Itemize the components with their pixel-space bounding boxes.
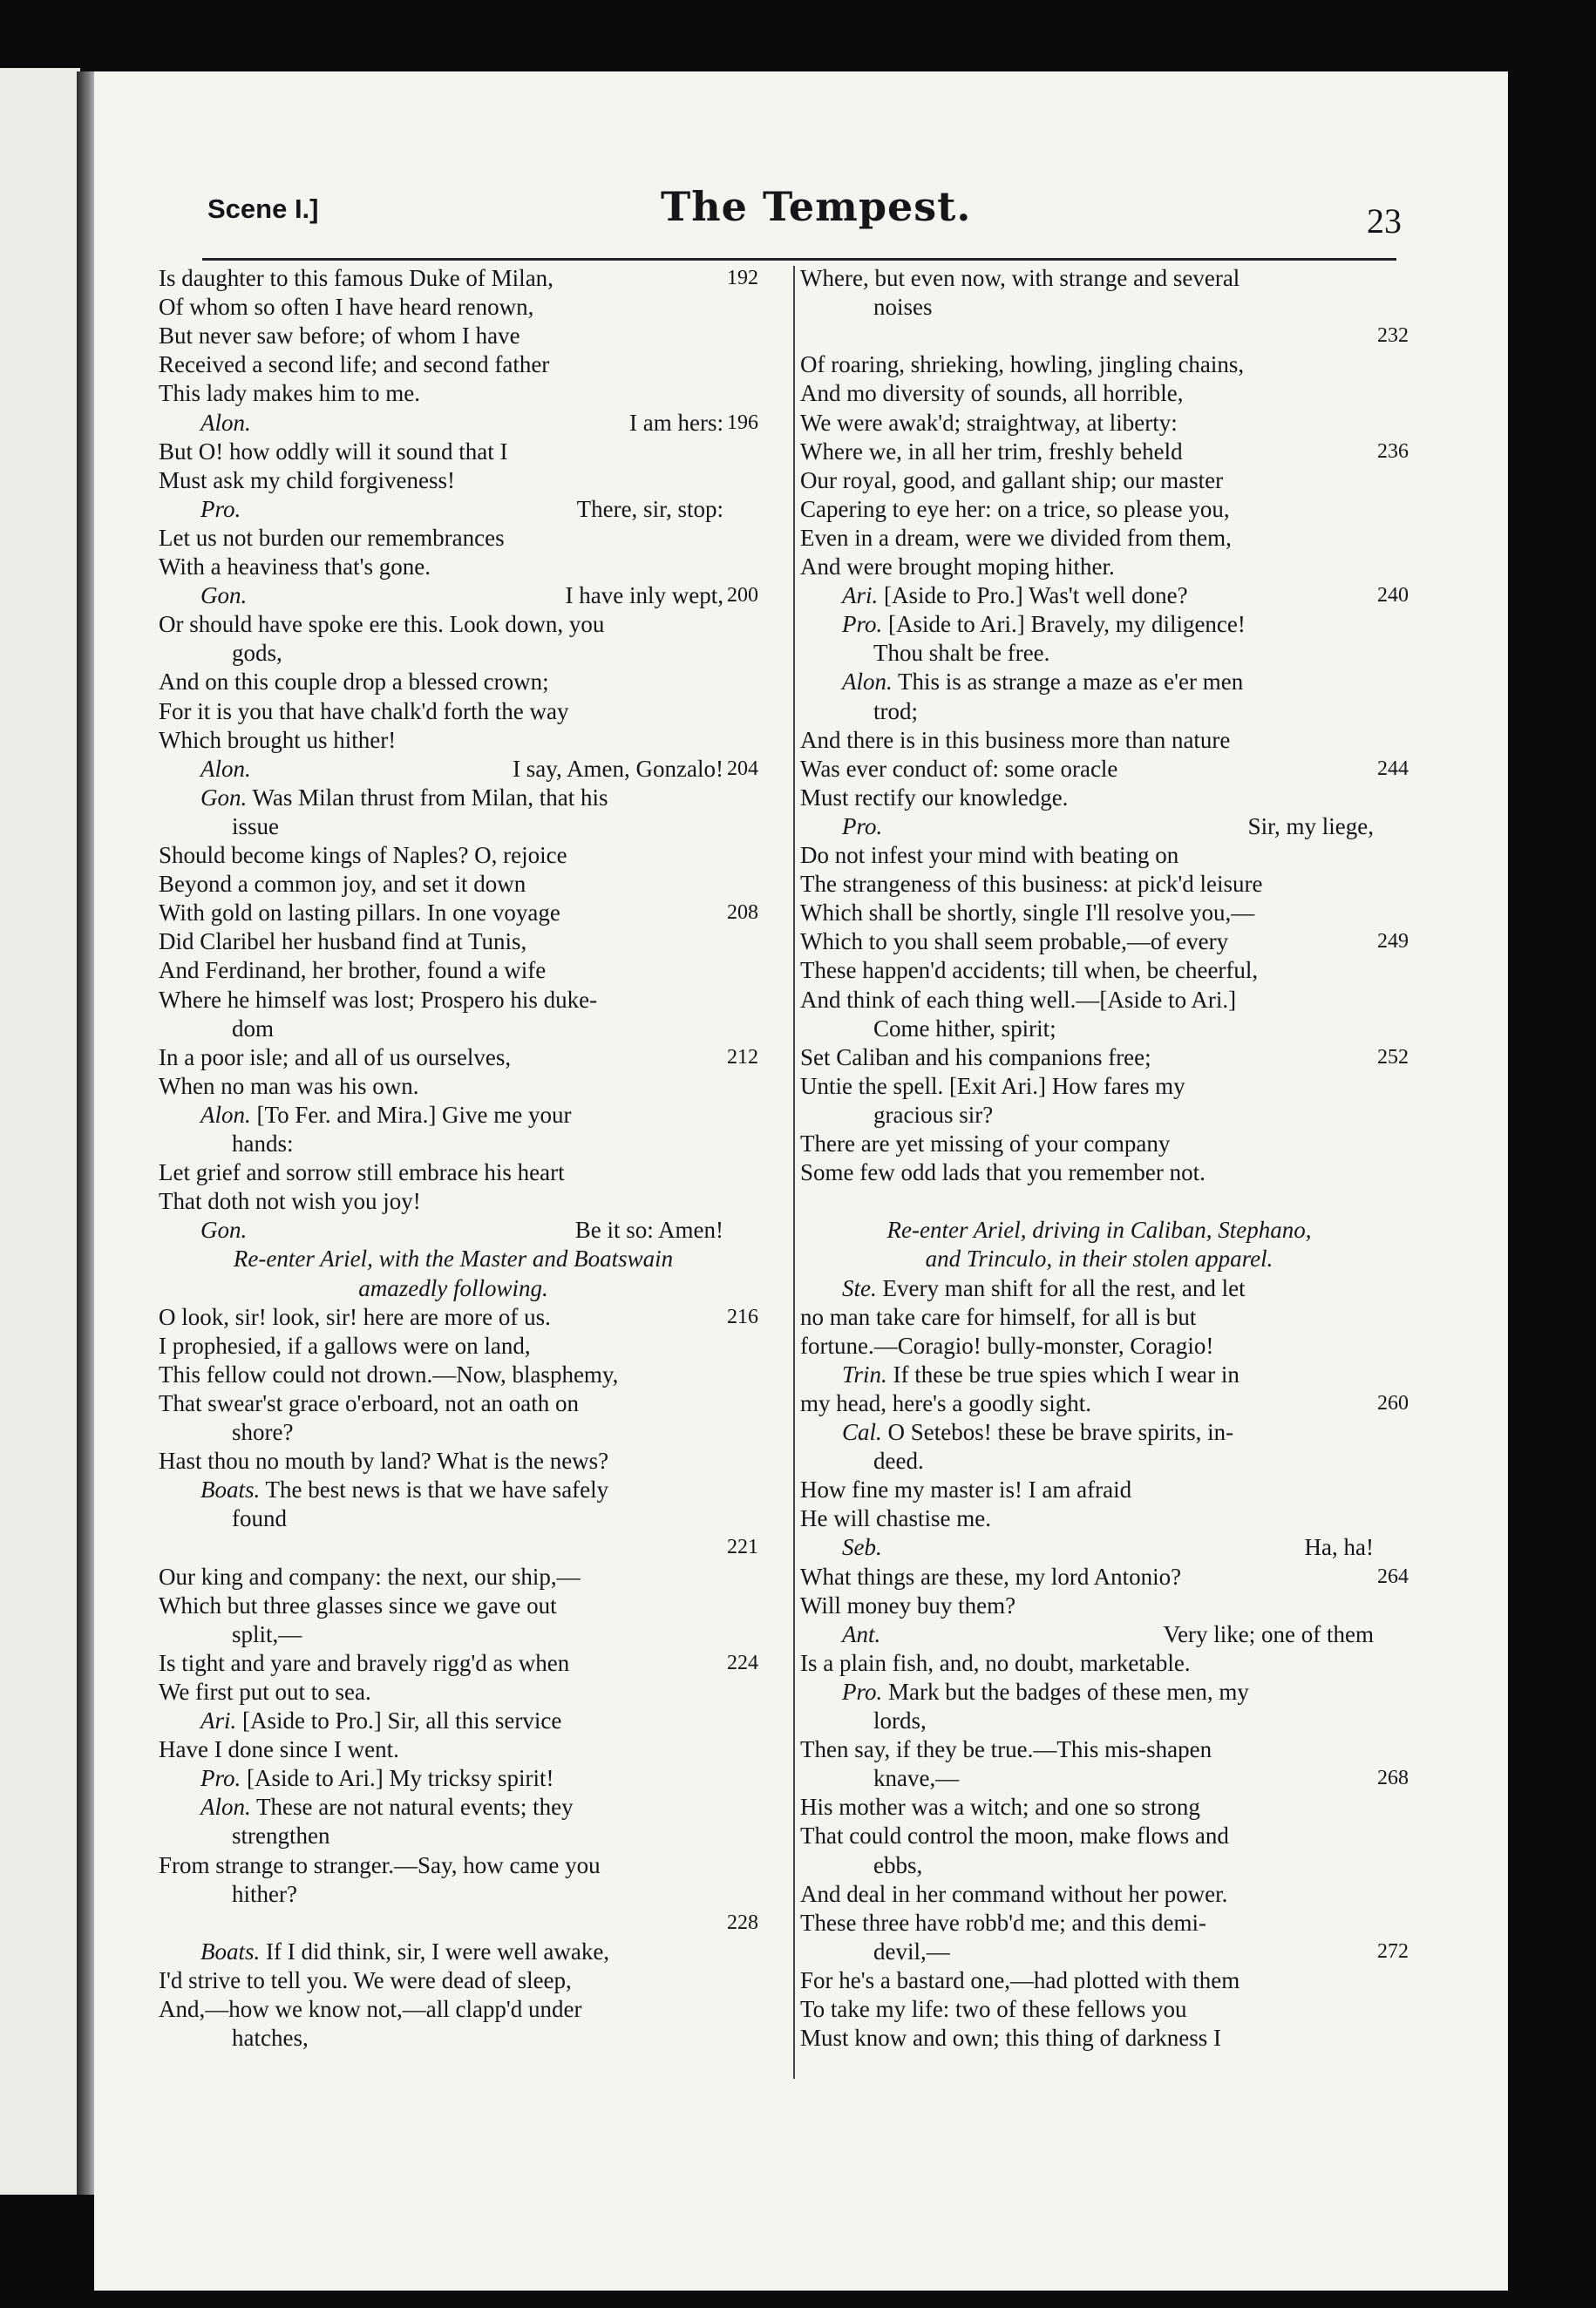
verse-text: Received a second life; and second father (159, 351, 550, 378)
verse-text: And,—how we know not,—all clapp'd under (159, 1996, 582, 2022)
text-line (842, 811, 1398, 841)
verse-text: And deal in her command without her power. (800, 1880, 1228, 1907)
verse-text: Thou shalt be free. (873, 640, 1050, 667)
text-line (800, 2023, 1398, 2053)
verse-text: Must ask my child forgiveness! (159, 466, 455, 493)
verse-text: O Setebos! these be brave spirits, in- (887, 1419, 1234, 1445)
speaker-name: Gon. (200, 582, 248, 609)
line-number: 252 (1377, 1045, 1409, 1069)
text-line (159, 378, 748, 408)
line-number: 272 (1377, 1939, 1409, 1963)
verse-text: hands: (232, 1130, 294, 1157)
text-line (800, 783, 1398, 812)
text-line (159, 1042, 758, 1072)
text-line (200, 754, 758, 784)
text-line (800, 408, 1398, 438)
text-line (800, 1965, 1398, 1995)
line-number: 240 (1377, 584, 1409, 608)
verse-text-continued: Sir, my liege, (1247, 812, 1374, 839)
verse-text: This is as strange a maze as e'er men (898, 669, 1244, 696)
text-line (800, 465, 1398, 495)
verse-text: These happen'd accidents; till when, be cheerful, (800, 957, 1259, 984)
text-line (159, 350, 748, 379)
text-line (159, 1734, 748, 1764)
verse-text: Which to you shall seem probable,—of every (800, 928, 1229, 955)
text-line (159, 1850, 748, 1880)
speaker-name: Alon. (842, 669, 893, 696)
text-line (159, 523, 748, 553)
line-number: 204 (727, 757, 758, 780)
speaker-name: Pro. (200, 495, 241, 522)
line-number: 200 (727, 584, 758, 608)
line-number: 196 (727, 411, 758, 434)
text-line (800, 437, 1409, 466)
text-line (159, 1965, 748, 1995)
verse-text: This lady makes him to me. (159, 380, 420, 407)
text-line (159, 292, 748, 322)
text-line (159, 840, 748, 870)
verse-text: These three have robb'd me; and this demi- (800, 1909, 1206, 1936)
text-line (200, 783, 748, 812)
verse-text: This fellow could not drown.—Now, blasphemy, (159, 1361, 619, 1388)
text-line (232, 1129, 748, 1158)
verse-text: With gold on lasting pillars. In one voyage (159, 899, 560, 927)
text-line (873, 1850, 1398, 1880)
verse-text-continued: I say, Amen, Gonzalo! (513, 755, 723, 782)
text-line (800, 1071, 1398, 1101)
verse-text: To take my life: two of these fellows you (800, 1996, 1187, 2022)
verse-text: And there is in this business more than nature (800, 726, 1231, 753)
text-line (159, 1157, 748, 1187)
verse-text: issue (232, 812, 279, 839)
speaker-name: Ari. (200, 1707, 237, 1734)
text-line (159, 955, 748, 985)
line-number: 208 (727, 901, 758, 925)
text-line (800, 552, 1398, 581)
text-line (159, 927, 748, 956)
verse-text: Or should have spoke ere this. Look down, you (159, 611, 605, 638)
text-line (159, 869, 748, 899)
verse-text: And on this couple drop a blessed crown; (159, 669, 549, 696)
text-line (200, 1792, 748, 1822)
speaker-name: Alon. (200, 409, 251, 436)
verse-text: But never saw before; of whom I have (159, 322, 520, 350)
verse-text: For he's a bastard one,—had plotted with them (800, 1966, 1240, 1993)
text-line (159, 552, 748, 581)
text-line (873, 1100, 1398, 1130)
line-number: 216 (727, 1305, 758, 1328)
verse-text: Have I done since I went. (159, 1736, 399, 1763)
stage-direction: Re-enter Ariel, driving in Caliban, Stephano, (886, 1217, 1312, 1244)
text-line (800, 1302, 1398, 1332)
verse-text: Is a plain fish, and, no doubt, marketable. (800, 1649, 1191, 1676)
text-line (800, 1244, 1398, 1273)
text-line (842, 1619, 1398, 1649)
line-number: 232 (1377, 324, 1409, 348)
line-number: 268 (1377, 1767, 1409, 1790)
verse-text: Must rectify our knowledge. (800, 784, 1069, 811)
text-line (159, 321, 748, 350)
text-line (800, 523, 1398, 553)
speaker-name: Trin. (842, 1361, 887, 1388)
verse-text: If I did think, sir, I were well awake, (266, 1938, 610, 1965)
text-line (800, 1129, 1398, 1158)
text-line (842, 1360, 1398, 1389)
text-line (800, 955, 1398, 985)
verse-text: Did Claribel her husband find at Tunis, (159, 928, 527, 955)
verse-text: [Aside to Pro.] Was't well done? (884, 582, 1188, 609)
speaker-name: Ant. (842, 1620, 881, 1647)
text-line (159, 1591, 748, 1620)
verse-text: Our king and company: the next, our ship,— (159, 1563, 581, 1590)
verse-text: Where, but even now, with strange and several (800, 265, 1240, 291)
text-line (159, 1302, 758, 1332)
verse-text: Do not infest your mind with beating on (800, 842, 1179, 868)
verse-text: Which shall be shortly, single I'll resolve you,— (800, 899, 1255, 927)
text-line (800, 1042, 1409, 1072)
text-line (873, 1706, 1398, 1735)
verse-text: That swear'st grace o'erboard, not an oath on (159, 1389, 580, 1416)
verse-text: The best news is that we have safely (265, 1476, 609, 1504)
verse-text: [To Fer. and Mira.] Give me your (256, 1101, 572, 1128)
verse-text: hither? (232, 1880, 297, 1907)
text-line (873, 696, 1398, 726)
line-number: 228 (727, 1911, 758, 1934)
verse-text: I'd strive to tell you. We were dead of sleep, (159, 1966, 572, 1993)
scene-label: Scene I.] (207, 193, 319, 224)
verse-text: For it is you that have chalk'd forth the way (159, 697, 569, 724)
text-line (800, 1734, 1398, 1764)
verse-text: trod; (873, 697, 918, 724)
verse-text: Come hither, spirit; (873, 1015, 1056, 1042)
text-line (800, 1157, 1398, 1187)
text-line (800, 725, 1398, 755)
verse-text: Of roaring, shrieking, howling, jingling chains, (800, 351, 1245, 378)
text-line (159, 1677, 748, 1707)
verse-text: Where we, in all her trim, freshly beheld (800, 438, 1183, 465)
page-number: 23 (1367, 201, 1402, 241)
text-line (800, 1994, 1398, 2024)
text-line (200, 1100, 748, 1130)
text-line (200, 1706, 748, 1735)
text-line (800, 263, 1398, 293)
text-line (842, 609, 1398, 639)
speaker-name: Cal. (842, 1419, 882, 1445)
text-line (159, 609, 748, 639)
verse-text: What things are these, my lord Antonio? (800, 1563, 1182, 1590)
speaker-name: Pro. (842, 1678, 883, 1705)
speaker-name: Pro. (200, 1765, 241, 1792)
verse-text: And think of each thing well.—[Aside to Ari.] (800, 986, 1237, 1013)
verse-text: Mark but the badges of these men, my (888, 1678, 1249, 1705)
verse-text: Even in a dream, were we divided from them, (800, 524, 1232, 551)
verse-text: Where he himself was lost; Prospero his duke- (159, 986, 598, 1013)
header-rule (202, 258, 1396, 261)
text-line (200, 1215, 748, 1245)
speaker-name: Alon. (200, 1794, 251, 1821)
text-line (159, 437, 748, 466)
verse-text: Will money buy them? (800, 1592, 1016, 1619)
text-line (159, 1994, 748, 2024)
verse-text: Is daughter to this famous Duke of Milan, (159, 265, 554, 291)
text-line (159, 1648, 758, 1678)
verse-text: We were awak'd; straightway, at liberty: (800, 409, 1178, 436)
verse-text: Of whom so often I have heard renown, (159, 294, 534, 321)
verse-text: split,— (232, 1620, 302, 1647)
verse-text: I prophesied, if a gallows were on land, (159, 1332, 531, 1359)
verse-text: From strange to stranger.—Say, how came you (159, 1851, 601, 1878)
verse-text: Let us not burden our remembrances (159, 524, 505, 551)
verse-text: With a heaviness that's gone. (159, 553, 431, 580)
text-line (232, 1014, 748, 1043)
verse-text: strengthen (232, 1823, 330, 1850)
verse-text: Must know and own; this thing of darkness I (800, 2025, 1221, 2052)
verse-text: These are not natural events; they (256, 1794, 574, 1821)
text-line (800, 840, 1398, 870)
text-line (873, 638, 1398, 668)
text-line (842, 1417, 1398, 1447)
speaker-name: Pro. (842, 611, 883, 638)
text-line (200, 1475, 748, 1504)
verse-text-continued: Very like; one of them (1163, 1620, 1374, 1647)
speaker-name: Seb. (842, 1534, 882, 1561)
text-line (800, 1879, 1398, 1909)
running-head (207, 183, 1402, 253)
text-line (800, 1591, 1398, 1620)
line-number: 224 (727, 1651, 758, 1674)
verse-text: And mo diversity of sounds, all horrible, (800, 380, 1184, 407)
line-number: 260 (1377, 1391, 1409, 1415)
speaker-name: Boats. (200, 1938, 261, 1965)
verse-text: When no man was his own. (159, 1072, 419, 1099)
speaker-name: Ari. (842, 582, 879, 609)
verse-text: gracious sir? (873, 1101, 994, 1128)
text-line (873, 1014, 1398, 1043)
line-number: 264 (1377, 1565, 1409, 1588)
text-line (842, 1532, 1398, 1562)
verse-text: dom (232, 1015, 275, 1042)
verse-text: In a poor isle; and all of us ourselves, (159, 1043, 512, 1070)
text-line (200, 1937, 748, 1966)
verse-text: [Aside to Pro.] Sir, all this service (242, 1707, 562, 1734)
verse-text: That doth not wish you joy! (159, 1188, 421, 1215)
text-line (232, 1879, 748, 1909)
text-line (873, 292, 1398, 322)
speaker-name: Gon. (200, 784, 248, 811)
verse-text-continued: I am hers: (629, 409, 723, 436)
text-line (159, 1360, 748, 1389)
text-line (800, 1648, 1398, 1678)
text-line (159, 1071, 748, 1101)
text-line (200, 408, 758, 438)
verse-text: His mother was a witch; and one so strong (800, 1794, 1200, 1821)
verse-text: [Aside to Ari.] Bravely, my diligence! (888, 611, 1246, 638)
verse-text: O look, sir! look, sir! here are more of us. (159, 1303, 551, 1330)
verse-text: The strangeness of this business: at pick'd leisure (800, 871, 1263, 898)
stage-direction: Re-enter Ariel, with the Master and Boatswain (233, 1246, 674, 1273)
text-line (159, 1446, 748, 1476)
verse-text: Untie the spell. [Exit Ari.] How fares my (800, 1072, 1185, 1099)
verse-text: Is tight and yare and bravely rigg'd as when (159, 1649, 570, 1676)
verse-text: deed. (873, 1448, 924, 1475)
verse-text: Capering to eye her: on a trice, so please you, (800, 495, 1230, 522)
verse-text: shore? (232, 1419, 294, 1445)
text-line (232, 1821, 748, 1850)
text-line (800, 494, 1398, 524)
verse-text: Was ever conduct of: some oracle (800, 755, 1118, 782)
verse-text: gods, (232, 640, 282, 667)
text-line (159, 985, 748, 1015)
speaker-name: Boats. (200, 1476, 261, 1504)
text-line (159, 1908, 758, 1938)
verse-text: Hast thou no mouth by land? What is the news? (159, 1448, 609, 1475)
text-line (842, 1677, 1398, 1707)
verse-text: no man take care for himself, for all is but (800, 1303, 1197, 1330)
verse-text: And Ferdinand, her brother, found a wife (159, 957, 547, 984)
text-line (159, 1244, 748, 1273)
text-line (159, 465, 748, 495)
text-line (232, 638, 748, 668)
verse-text: knave,— (873, 1765, 960, 1792)
verse-text-continued: I have inly wept, (565, 582, 723, 609)
verse-text: That could control the moon, make flows and (800, 1823, 1229, 1850)
text-line (159, 1186, 748, 1216)
verse-text-continued: Be it so: Amen! (574, 1217, 723, 1244)
verse-text: fortune.—Coragio! bully-monster, Coragio! (800, 1332, 1214, 1359)
text-line (232, 811, 748, 841)
line-number: 192 (727, 267, 758, 289)
verse-text: Our royal, good, and gallant ship; our master (800, 466, 1224, 493)
text-line (159, 696, 748, 726)
speaker-name: Alon. (200, 755, 251, 782)
text-line (800, 1331, 1398, 1361)
text-line (159, 1331, 748, 1361)
verse-text: If these be true spies which I wear in (893, 1361, 1239, 1388)
text-line (873, 1763, 1409, 1793)
text-line (800, 754, 1409, 784)
text-line (800, 869, 1398, 899)
verse-text: Then say, if they be true.—This mis-shapen (800, 1736, 1212, 1763)
text-line (232, 2023, 748, 2053)
text-line (159, 1532, 758, 1562)
verse-text: hatches, (232, 2025, 309, 2052)
text-line (200, 1763, 748, 1793)
text-line (232, 1619, 748, 1649)
text-line (800, 1504, 1398, 1533)
speaker-name: Gon. (200, 1217, 248, 1244)
verse-text: found (232, 1505, 287, 1532)
text-line (800, 985, 1398, 1015)
verse-text: Beyond a common joy, and set it down (159, 871, 526, 898)
verse-text-continued: Ha, ha! (1304, 1534, 1374, 1561)
verse-text: Which brought us hither! (159, 726, 397, 753)
verse-text: my head, here's a goodly sight. (800, 1389, 1092, 1416)
text-line (200, 494, 748, 524)
text-line (232, 1504, 748, 1533)
text-line (800, 1388, 1409, 1418)
verse-text: noises (873, 294, 933, 321)
verse-text: Every man shift for all the rest, and let (882, 1274, 1246, 1301)
verse-text: devil,— (873, 1938, 950, 1965)
text-line (159, 1388, 748, 1418)
text-line (800, 350, 1398, 379)
text-line (800, 1908, 1398, 1938)
column-rule (793, 266, 795, 2079)
stage-direction: and Trinculo, in their stolen apparel. (925, 1246, 1273, 1273)
verse-text: He will chastise me. (800, 1505, 991, 1532)
page-title: The Tempest. (661, 183, 972, 230)
text-line (159, 667, 748, 696)
speaker-name: Pro. (842, 812, 883, 839)
verse-text: Let grief and sorrow still embrace his heart (159, 1159, 565, 1186)
verse-text: We first put out to sea. (159, 1678, 371, 1705)
verse-text-continued: There, sir, stop: (576, 495, 723, 522)
text-line (800, 1215, 1398, 1245)
text-line (842, 580, 1409, 610)
line-number: 236 (1377, 439, 1409, 463)
text-line (800, 1821, 1398, 1850)
text-line (873, 1446, 1398, 1476)
text-line (200, 580, 758, 610)
line-number: 249 (1377, 930, 1409, 954)
text-line (800, 1792, 1398, 1822)
facing-page-edge (0, 68, 80, 2195)
verse-text: lords, (873, 1707, 927, 1734)
text-line (159, 725, 748, 755)
verse-text: But O! how oddly will it sound that I (159, 438, 508, 465)
verse-text: There are yet missing of your company (800, 1130, 1171, 1157)
verse-text: Set Caliban and his companions free; (800, 1043, 1151, 1070)
text-line (159, 1273, 748, 1303)
verse-text: [Aside to Ari.] My tricksy spirit! (247, 1765, 554, 1792)
verse-text: How fine my master is! I am afraid (800, 1476, 1132, 1504)
speaker-name: Alon. (200, 1101, 251, 1128)
text-line (873, 1937, 1409, 1966)
verse-text: Which but three glasses since we gave out (159, 1592, 557, 1619)
verse-text: Should become kings of Naples? O, rejoice (159, 842, 567, 868)
text-line (232, 1417, 748, 1447)
text-line (800, 1562, 1409, 1592)
text-line (800, 898, 1398, 927)
text-line (800, 1186, 1398, 1216)
text-line (159, 263, 758, 293)
text-line (800, 1475, 1398, 1504)
line-number: 244 (1377, 757, 1409, 780)
speaker-name: Ste. (842, 1274, 877, 1301)
text-line (800, 321, 1409, 350)
text-line (842, 1273, 1398, 1303)
text-line (842, 667, 1398, 696)
stage-direction: amazedly following. (358, 1274, 548, 1301)
verse-text: ebbs, (873, 1851, 923, 1878)
verse-text: Some few odd lads that you remember not. (800, 1159, 1205, 1186)
verse-text: And were brought moping hither. (800, 553, 1115, 580)
text-line (159, 898, 758, 927)
line-number: 221 (727, 1536, 758, 1559)
text-line (800, 927, 1409, 956)
verse-text: Was Milan thrust from Milan, that his (252, 784, 608, 811)
text-line (800, 378, 1398, 408)
line-number: 212 (727, 1045, 758, 1069)
text-line (159, 1562, 748, 1592)
